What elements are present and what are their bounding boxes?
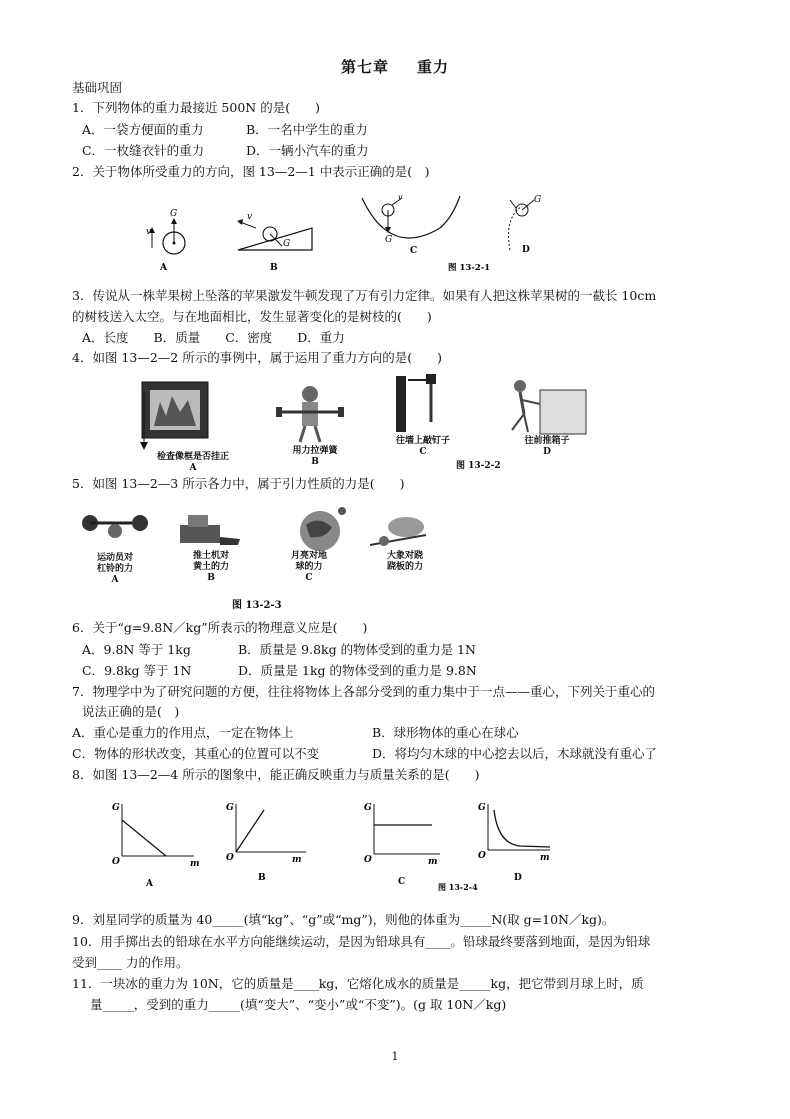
- q2-b-g-symbol: G: [283, 239, 291, 249]
- q6-option-b: B．质量是 9.8kg 的物体受到的重力是 1N: [238, 642, 476, 657]
- q2-diagram-d: [509, 195, 542, 255]
- q7-line2: 说法正确的是( ): [82, 704, 180, 719]
- q4-caption-a: 检查像框是否挂正 A: [156, 452, 229, 473]
- svg-text:O: O: [478, 851, 486, 861]
- q8-graph-a: [112, 803, 200, 889]
- svg-text:G: G: [226, 803, 234, 813]
- svg-text:C: C: [398, 877, 406, 887]
- chapter-topic: 重力: [417, 58, 450, 76]
- q7-option-d: D．将均匀木球的中心挖去以后，木球就没有重心了: [372, 746, 658, 761]
- q4-photo-c: [396, 374, 436, 432]
- q11-line1: 11．一块冰的重力为 10N，它的质量是____kg，它熔化成水的质量是_____kg，把它带到月球上时，质: [72, 976, 644, 991]
- svg-text:m: m: [540, 853, 550, 863]
- q6-option-c: C．9.8kg 等于 1N: [82, 663, 192, 678]
- q3-line2: 的树枝送入太空。与在地面相比，发生显著变化的是树枝的( ): [72, 309, 432, 324]
- q2-c-g-symbol: G: [385, 235, 393, 245]
- q5-stem: 5．如图 13—2—3 所示各力中，属于引力性质的力是( ): [72, 476, 405, 491]
- q2-label-b: B: [270, 263, 278, 273]
- q4-photo-a: [140, 382, 208, 450]
- q6-option-a: A．9.8N 等于 1kg: [82, 642, 191, 657]
- svg-text:O: O: [112, 857, 120, 867]
- svg-text:G: G: [112, 803, 120, 813]
- q4-figure-caption: 图 13-2-2: [456, 461, 501, 471]
- q3-line1: 3．传说从一株苹果树上坠落的苹果激发牛顿发现了万有引力定律。如果有人把这株苹果树的一截长 10cm: [72, 288, 657, 303]
- svg-text:m: m: [292, 855, 302, 865]
- q8-graph-d: [478, 803, 550, 883]
- q5-caption-a: 运动员对 杠铃的力 A: [96, 553, 133, 585]
- q5-caption-c: 月亮对地 球的力 C: [290, 551, 327, 583]
- q7-option-c: C．物体的形状改变，其重心的位置可以不变: [72, 746, 320, 761]
- chapter-number: 第七章: [340, 58, 389, 76]
- q8-figure-caption: 图 13-2-4: [438, 882, 478, 892]
- q1-option-c: C．一枚缝衣针的重力: [82, 143, 205, 158]
- svg-text:A: A: [146, 879, 153, 889]
- q2-diagram-b: [237, 212, 312, 273]
- q1-option-d: D．一辆小汽车的重力: [246, 143, 369, 158]
- q2-figure-caption: 图 13-2-1: [448, 263, 491, 273]
- q9-text: 9．刘星同学的质量为 40_____(填“kg”、“g”或“mg”)，则他的体重为_____N(取 g=10N／kg)。: [72, 912, 615, 927]
- q3-options: A．长度 B．质量 C．密度 D．重力: [82, 330, 345, 345]
- q2-b-v-symbol: v: [247, 212, 253, 222]
- figure-13-2-4: [110, 800, 570, 900]
- page-title: [0, 56, 790, 77]
- q4-stem: 4．如图 13—2—2 所示的事例中，属于运用了重力方向的是( ): [72, 350, 442, 365]
- q2-label-a: A: [160, 263, 167, 273]
- q10-line2: 受到____ 力的作用。: [72, 955, 189, 970]
- figure-13-2-3: [70, 505, 430, 553]
- svg-text:O: O: [364, 855, 372, 865]
- q2-a-v-symbol: v: [146, 227, 152, 237]
- q5-caption-b: 推土机对 黄土的力 B: [192, 551, 229, 583]
- q2-diagram-a: [146, 209, 185, 273]
- q4-caption-b: 用力拉弹簧 B: [292, 446, 338, 467]
- q2-a-g-symbol: G: [170, 209, 178, 219]
- q4-photo-b: [276, 386, 344, 442]
- q8-graph-b: [226, 803, 306, 883]
- q2-label-c: C: [410, 246, 418, 256]
- svg-text:G: G: [478, 803, 486, 813]
- q4-caption-c: 往墙上敲钉子 C: [395, 436, 450, 457]
- svg-text:D: D: [514, 873, 522, 883]
- q5-photo-c: [300, 507, 346, 551]
- q5-photo-b: [180, 515, 240, 545]
- q8-graph-c: [364, 803, 440, 887]
- page-number: 1: [391, 1050, 399, 1063]
- q5-photo-a: [82, 515, 148, 538]
- q2-diagram-c: [362, 193, 460, 256]
- q5-figure-caption: 图 13-2-3: [232, 600, 282, 611]
- q2-label-d: D: [522, 245, 530, 255]
- q1-option-a: A．一袋方便面的重力: [82, 122, 204, 137]
- svg-text:m: m: [190, 859, 200, 869]
- q7-line1: 7．物理学中为了研究问题的方便，往往将物体上各部分受到的重力集中于一点——重心，下列关于重心的: [72, 684, 655, 699]
- q5-photo-d: [370, 517, 426, 546]
- q7-option-b: B．球形物体的重心在球心: [372, 725, 519, 740]
- q5-caption-d: 大象对跷 跷板的力: [386, 551, 423, 572]
- svg-text:O: O: [226, 853, 234, 863]
- q6-stem: 6．关于“g=9.8N／kg”所表示的物理意义应是( ): [72, 620, 368, 635]
- svg-text:G: G: [364, 803, 372, 813]
- figure-13-2-1: [130, 188, 570, 278]
- q4-photo-d: [512, 380, 586, 434]
- q2-d-g-symbol: G: [534, 195, 542, 205]
- q8-stem: 8．如图 13—2—4 所示的图象中，能正确反映重力与质量关系的是( ): [72, 767, 480, 782]
- q2-stem: 2．关于物体所受重力的方向，图 13—2—1 中表示正确的是( ): [72, 164, 430, 179]
- svg-text:m: m: [428, 857, 438, 867]
- q2-c-v-symbol: v: [398, 193, 403, 202]
- section-heading: 基础巩固: [72, 80, 123, 95]
- svg-text:B: B: [258, 873, 266, 883]
- q4-caption-d: 往前推箱子 D: [524, 436, 570, 457]
- q10-line1: 10．用手掷出去的铅球在水平方向能继续运动，是因为铅球具有____。铅球最终要落到地面，是因为铅球: [72, 934, 651, 949]
- q11-line2: 量_____，受到的重力_____(填“变大”、“变小”或“不变”)。(g 取 10N／kg): [90, 997, 507, 1012]
- q1-stem: 1．下列物体的重力最接近 500N 的是( ): [72, 100, 320, 115]
- q1-option-b: B．一名中学生的重力: [246, 122, 368, 137]
- q6-option-d: D．质量是 1kg 的物体受到的重力是 9.8N: [238, 663, 477, 678]
- q7-option-a: A．重心是重力的作用点，一定在物体上: [72, 725, 294, 740]
